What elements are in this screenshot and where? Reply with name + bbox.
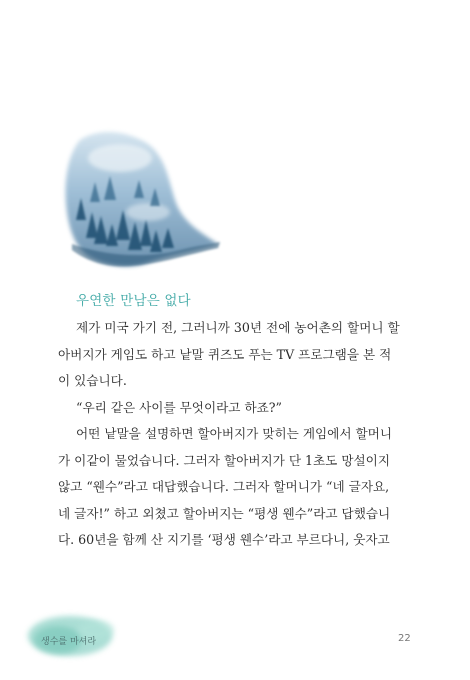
section-title: 우연한 만남은 없다: [76, 293, 191, 309]
text-line: 가 이같이 물었습니다. 그러자 할아버지가 단 1초도 망설이지: [58, 452, 391, 468]
page-number: 22: [398, 633, 411, 644]
text-line: 네 글자!” 하고 외쳤고 할아버지는 “평생 웬수”라고 답했습니: [58, 505, 391, 521]
text-line: 아버지가 게임도 하고 낱말 퀴즈도 푸는 TV 프로그램을 본 적: [58, 346, 392, 362]
watercolor-forest-illustration: [50, 120, 230, 280]
book-title: 생수를 마셔라: [41, 637, 97, 647]
text-line: 이 있습니다.: [58, 373, 127, 388]
text-line: “우리 같은 사이를 무엇이라고 하죠?”: [76, 399, 282, 415]
text-line: 다. 60년을 함께 산 지기를 ‘평생 웬수’라고 부르다니, 웃자고: [58, 532, 390, 547]
text-line: 않고 “웬수”라고 대답했습니다. 그러자 할머니가 “네 글자요,: [58, 479, 390, 494]
text-line: 제가 미국 가기 전, 그러니까 30년 전에 농어촌의 할머니 할: [76, 320, 400, 335]
text-line: 어떤 낱말을 설명하면 할아버지가 맞히는 게임에서 할머니: [76, 426, 392, 441]
body-text: [58, 315, 410, 554]
